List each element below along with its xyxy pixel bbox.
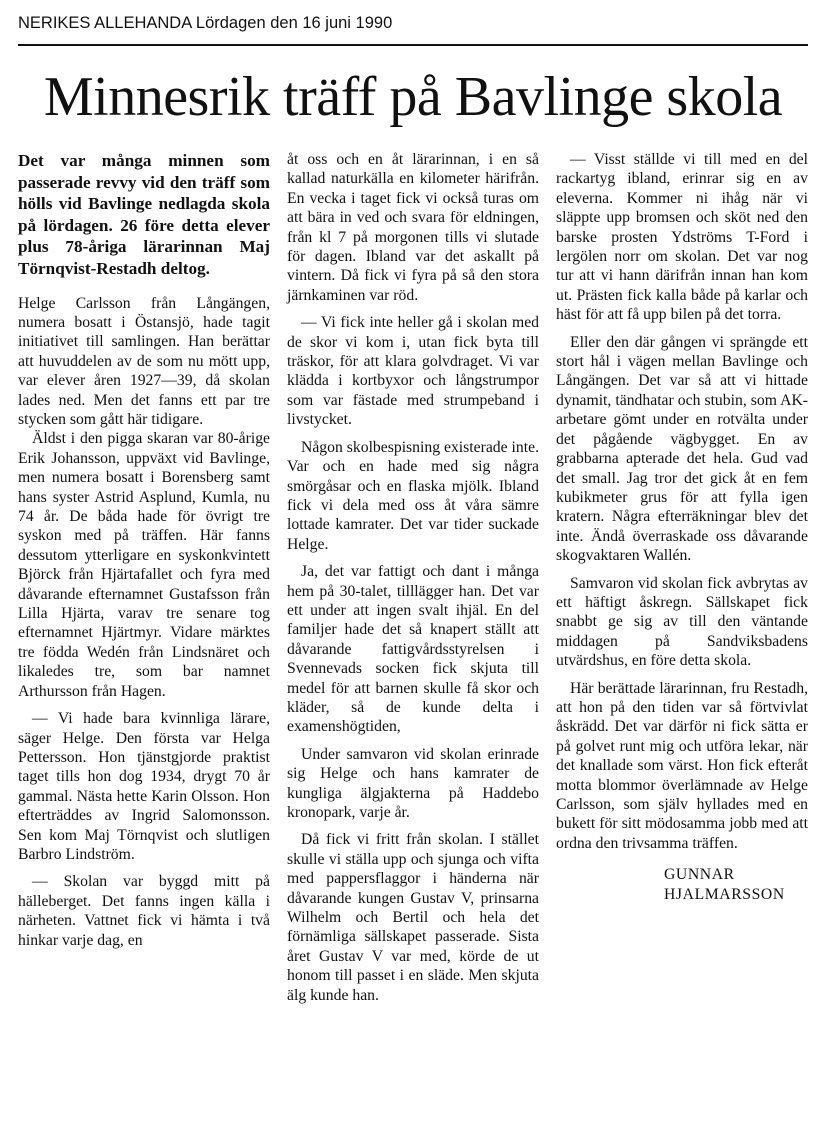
paragraph: Under samvaron vid skolan erinrade sig Helge och hans kamrater de kungliga älgjakterna på Haddebo kronopark, varje år. — [287, 745, 539, 821]
byline-first-name: GUNNAR — [664, 866, 735, 884]
paragraph: — Vi fick inte heller gå i skolan med de skor vi kom i, utan fick byta till träskor, för att klara golvdraget. Vi var klädda i kortbyxor och långstrumpor som var fästade med strumpeband i livstycket. — [287, 314, 539, 429]
column-1 — [18, 150, 270, 1125]
paragraph: Då fick vi fritt från skolan. I stället skulle vi ställa upp och sjunga och vifta med pappersflaggor i händerna när dåvarande kungen Gustav V, prinsarna Wilhelm och Bertil och hela det förnämliga sällskapet passerade. Sista året Gustav V var med, körde de ut honom till passet i en släde. Men skjuta älg kunde han. — [287, 831, 539, 1004]
paragraph: Ja, det var fattigt och dant i många hem på 30-talet, tilllägger han. Det var ett under att ingen svalt ihjäl. En del familjer hade det så knapert ställt att dåvarande fattigvårdsstyrelsen i Svennevads socken fick skjuta till medel för att barnen skulle få skor och kläder, så de kunde delta i examenshögtiden, — [287, 563, 539, 736]
paragraph: åt oss och en åt lärarinnan, i en så kallad naturkälla en kilometer härifrån. En vecka i taget fick vi också turas om att bära in ved och svara för eldningen, från kl 7 på morgonen tills vi slutade för dagen. Ibland var det askallt på vintern. Då fick vi fyra på så den stora järnkaminen var röd. — [287, 151, 539, 304]
paragraph: Här berättade lärarinnan, fru Restadh, att hon på den tiden var så förtvivlat åskrädd. Det var därför ni fick sätta er på golvet runt mig och utföra lekar, när det knallade som värst. Hon fick efteråt motta blommor överlämnade av Helge Carlsson, som själv hyllades med en bukett för sitt mödosamma jobb med att ordna den trivsamma träffen. — [556, 679, 808, 852]
column-3 — [556, 150, 808, 1125]
paragraph: — Vi hade bara kvinnliga lärare, säger Helge. Den första var Helga Pettersson. Hon tjänstgjorde praktist taget tills hon dog 1934, drygt 70 år gammal. Nästa hette Karin Olsson. Hon efterträddes av Ingrid Salomonsson. Sen kom Maj Törnqvist och slutligen Barbro Lindström. — [18, 710, 270, 863]
paragraph: Äldst i den pigga skaran var 80-årige Erik Johansson, uppväxt vid Bavlinge, men numera bosatt i Borensberg samt hans syster Astrid Asplund, Kumla, nu 74 år. De båda hade för övrigt tre syskon med på träffen. Här fanns dessutom ytterligare en syskonkvintett Björck från Hjärtafallet och fyra med dåvarande efternamnet Gustafsson från Lilla Hjärta, varav tre senare tog efternamnet Hjärtmyr. Vidare märktes tre födda Wedén från Lindsnäret och likaledes tre, som bar namnet Arthursson från Hagen. — [18, 430, 270, 700]
byline-last-name: HJALMARSSON — [664, 886, 785, 904]
article-columns — [18, 150, 808, 1125]
paragraph: — Skolan var byggd mitt på hälleberget. Det fanns ingen källa i närheten. Vattnet fick vi hämta i två hinkar varje dag, en — [18, 873, 270, 949]
paragraph: Samvaron vid skolan fick avbrytas av ett häftigt åskregn. Sällskapet fick snabbt ge sig av till den väntande middagen på Sandviksbadens utvärdshus, en före detta skola. — [556, 574, 808, 670]
paragraph: — Visst ställde vi till med en del rackartyg ibland, erinrar sig en av eleverna. Kommer ni ihåg när vi släppte upp bromsen och sköt ned den barske prosten Ydströms T-Ford i lergölen norr om skolan. Det var nog tur att vi hann därifrån innan han kom ut. Prästen fick kalla både på karlar och häst för att få upp bilen på det torra. — [556, 151, 808, 324]
column-2 — [287, 150, 539, 1125]
lead-paragraph: Det var många minnen som passerade revvy vid den träff som hölls vid Bavlinge nedlagda skola på lördagen. 26 före detta elever plus 78-åriga lärarinnan Maj Törnqvist-Restadh deltog. — [18, 151, 270, 278]
masthead: NERIKES ALLEHANDA Lördagen den 16 juni 1990 — [18, 14, 393, 32]
masthead-rule — [18, 44, 808, 46]
byline — [556, 865, 808, 905]
paragraph: Helge Carlsson från Långängen, numera bosatt i Östansjö, hade tagit initiativet till samlingen. Han berättar att huvuddelen av de som nu mött upp, var elever åren 1927—39, då skolan lades ned. Men det fanns ett par tre stycken som gått här tidigare. — [18, 294, 270, 428]
paragraph: Någon skolbespisning existerade inte. Var och en hade med sig några smörgåsar och en flaska mjölk. Ibland fick vi dela med oss åt våra sämre lottade kamrater. Det var tider suckade Helge. — [287, 438, 539, 553]
headline: Minnesrik träff på Bavlinge skola — [43, 66, 783, 128]
paragraph: Eller den där gången vi sprängde ett stort hål i vägen mellan Bavlinge och Långängen. Det var så att vi hittade dynamit, tändhatar och stubin, som AK-arbetare gömt under en rotvälta under det pågående vägbygget. En av grabbarna apterade det hela. Gud vad det small. Jag tror det gick åt en fem kubikmeter grus för att fylla igen kratern. Några efterräkningar blev det inte. Ändå överraskade oss dåvarande skogvaktaren Wallén. — [556, 333, 808, 565]
